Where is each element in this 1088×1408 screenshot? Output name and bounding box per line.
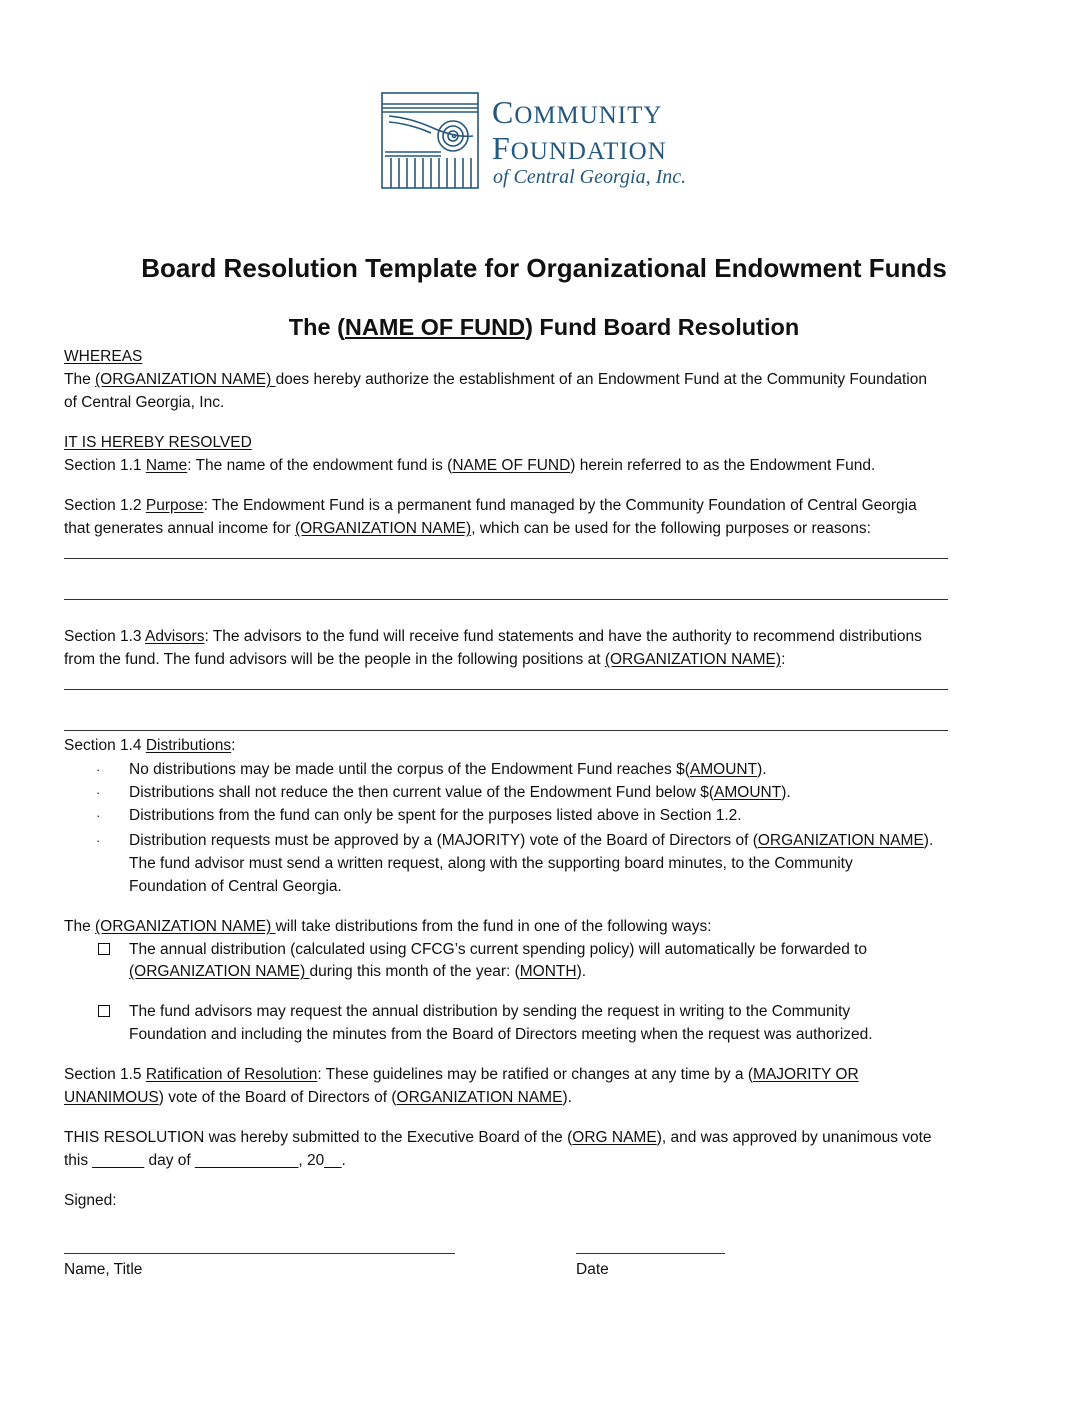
whereas-heading: WHEREAS <box>64 348 143 365</box>
distribution-bullet-2: Distributions shall not reduce the then current value of the Endowment Fund below $(AMOUNT). <box>129 784 791 801</box>
distribution-bullet-4: Distribution requests must be approved by a (MAJORITY) vote of the Board of Directors of (ORGANIZATION NAME). <box>129 832 934 849</box>
whereas-line-2: of Central Georgia, Inc. <box>64 394 225 411</box>
resolution-line-2: this ______ day of ____________, 20__. <box>64 1152 346 1169</box>
column-capital-icon <box>381 92 483 192</box>
option-1-line-1: The annual distribution (calculated using CFCG’s current spending policy) will automatically be forwarded to <box>129 941 868 958</box>
bullet-marker: · <box>96 833 101 848</box>
resolution-line-1: THIS RESOLUTION was hereby submitted to the Executive Board of the (ORG NAME), and was approved by unanimous vote <box>64 1129 932 1146</box>
logo-line-3: of Central Georgia, Inc. <box>493 166 687 188</box>
name-title-label: Name, Title <box>64 1261 143 1278</box>
option-2-line-1: The fund advisors may request the annual distribution by sending the request in writing to the Community <box>129 1003 851 1020</box>
bullet-marker: · <box>96 785 101 800</box>
date-label: Date <box>576 1261 609 1278</box>
distribution-ways-intro: The (ORGANIZATION NAME) will take distributions from the fund in one of the following ways: <box>64 918 712 935</box>
date-signature-line[interactable] <box>576 1253 725 1254</box>
section-1-3-line-2: from the fund. The fund advisors will be the people in the following positions at (ORGANIZATION NAME): <box>64 651 786 668</box>
page-title: Board Resolution Template for Organizational Endowment Funds <box>141 253 947 283</box>
option-1-checkbox[interactable] <box>98 943 110 955</box>
option-2-line-2: Foundation and including the minutes from the Board of Directors meeting when the request was authorized. <box>129 1026 873 1043</box>
section-1-5-line-1: Section 1.5 Ratification of Resolution: These guidelines may be ratified or changes at any time by a (MAJORITY OR <box>64 1066 859 1083</box>
signed-label: Signed: <box>64 1192 117 1209</box>
resolved-heading: IT IS HEREBY RESOLVED <box>64 434 252 451</box>
section-1-3-line-1: Section 1.3 Advisors: The advisors to the fund will receive fund statements and have the authority to recommend distributions <box>64 628 922 645</box>
option-1-line-2: (ORGANIZATION NAME) during this month of the year: (MONTH). <box>129 963 587 980</box>
name-signature-line[interactable] <box>64 1253 455 1254</box>
logo-line-1: COMMUNITY <box>492 94 663 130</box>
distribution-bullet-1: No distributions may be made until the corpus of the Endowment Fund reaches $(AMOUNT). <box>129 761 767 778</box>
community-foundation-logo <box>381 92 711 192</box>
section-1-1: Section 1.1 Name: The name of the endowment fund is (NAME OF FUND) herein referred to as the Endowment Fund. <box>64 457 876 474</box>
distribution-bullet-4-line-3: Foundation of Central Georgia. <box>129 878 342 895</box>
distribution-bullet-3: Distributions from the fund can only be spent for the purposes listed above in Section 1.2. <box>129 807 742 824</box>
option-2-checkbox[interactable] <box>98 1005 110 1017</box>
section-1-2-line-1: Section 1.2 Purpose: The Endowment Fund is a permanent fund managed by the Community Foundation of Central Georgia <box>64 497 917 514</box>
page-subtitle: The (NAME OF FUND) Fund Board Resolution <box>288 314 800 340</box>
advisors-blank-line-2[interactable] <box>64 730 948 731</box>
purpose-blank-line-1[interactable] <box>64 558 948 559</box>
bullet-marker: · <box>96 762 101 777</box>
section-1-4-heading: Section 1.4 Distributions: <box>64 737 236 754</box>
section-1-2-line-2: that generates annual income for (ORGANIZATION NAME), which can be used for the following purposes or reasons: <box>64 520 871 537</box>
purpose-blank-line-2[interactable] <box>64 599 948 600</box>
bullet-marker: · <box>96 808 101 823</box>
logo-line-2: FOUNDATION <box>492 130 667 166</box>
section-1-5-line-2: UNANIMOUS) vote of the Board of Directors of (ORGANIZATION NAME). <box>64 1089 572 1106</box>
whereas-line-1: The (ORGANIZATION NAME) does hereby authorize the establishment of an Endowment Fund at the Community Foundation <box>64 371 927 388</box>
distribution-bullet-4-line-2: The fund advisor must send a written request, along with the supporting board minutes, to the Community <box>129 855 853 872</box>
advisors-blank-line-1[interactable] <box>64 689 948 690</box>
